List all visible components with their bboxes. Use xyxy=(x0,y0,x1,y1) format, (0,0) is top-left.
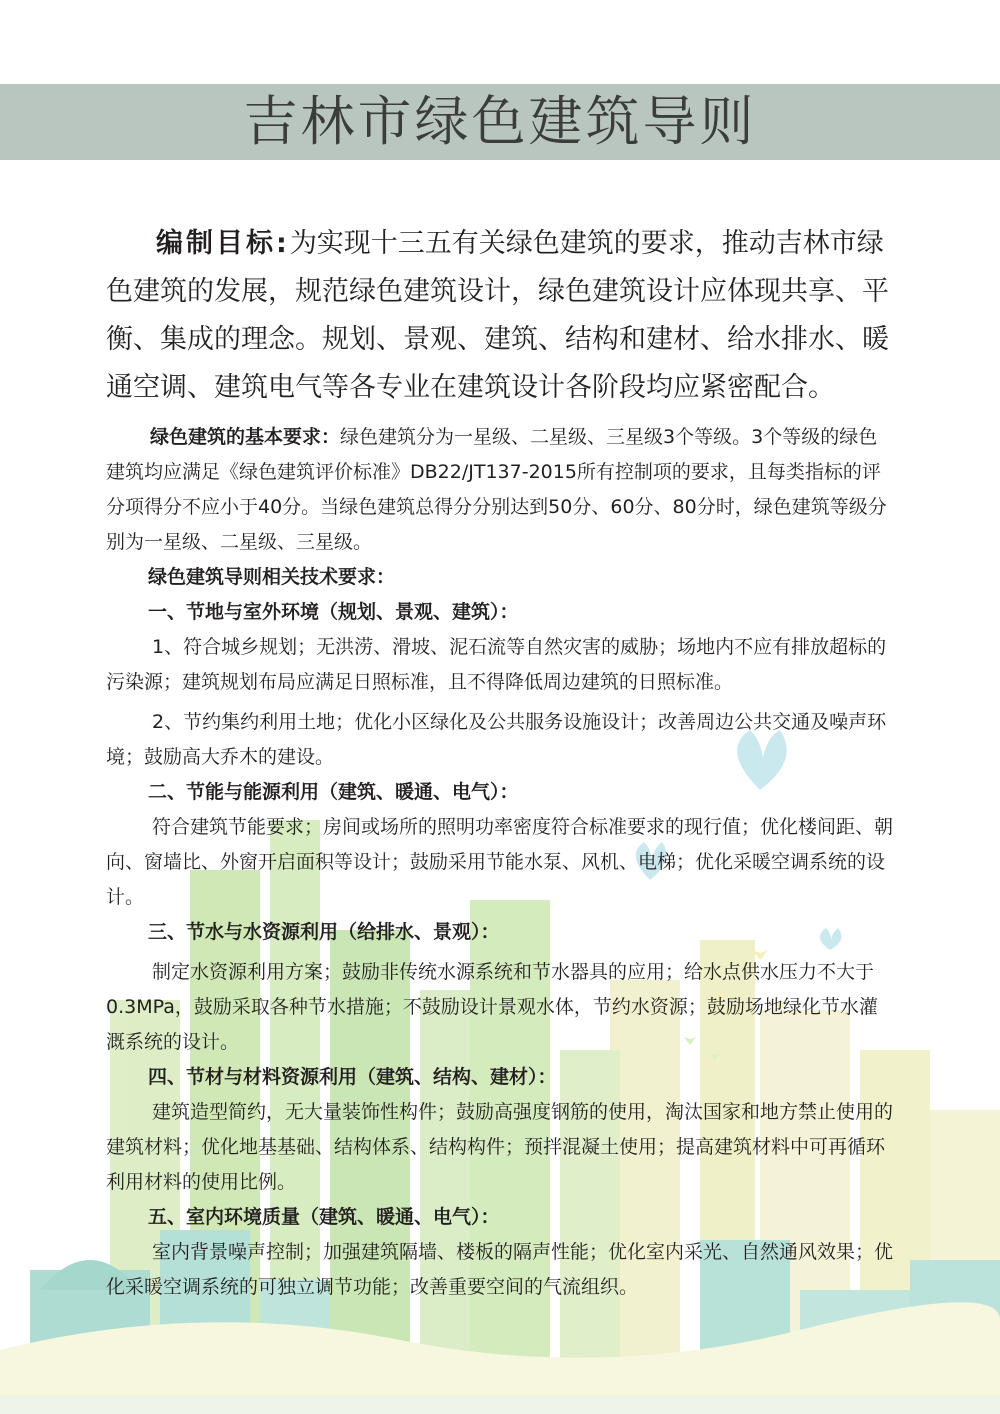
basic-requirements-paragraph xyxy=(106,420,896,560)
basic-requirements-text: 绿色建筑分为一星级、二星级、三星级3个等级。3个等级的绿色建筑均应满足《绿色建筑评价标准》DB22/JT137-2015所有控制项的要求，且每类指标的评分项得分不应小于40分。当绿色建筑总得分分别达到50分、60分、80分时，绿色建筑等级分别为一星级、二星级、三星级。 xyxy=(106,426,887,553)
section-2-heading: 二、节能与能源利用（建筑、暖通、电气）： xyxy=(148,781,519,803)
basic-requirements-lead: 绿色建筑的基本要求： xyxy=(150,426,341,448)
section-2-paragraph: 符合建筑节能要求；房间或场所的照明功率密度符合标准要求的现行值；优化楼间距、朝向、窗墙比、外窗开启面积等设计；鼓励采用节能水泵、风机、电梯；优化采暖空调系统的设计。 xyxy=(106,816,894,908)
section-4-paragraph: 建筑造型简约，无大量装饰性构件；鼓励高强度钢筋的使用，淘汰国家和地方禁止使用的建筑材料；优化地基基础、结构体系、结构构件；预拌混凝土使用；提高建筑材料中可再循环利用材料的使用比例。 xyxy=(106,1101,894,1193)
section-1-item-2: 2、节约集约利用土地；优化小区绿化及公共服务设施设计；改善周边公共交通及噪声环境；鼓励高大乔木的建设。 xyxy=(106,711,887,768)
section-4-heading: 四、节材与材料资源利用（建筑、结构、建材）： xyxy=(148,1066,557,1088)
page-title: 吉林市绿色建筑导则 xyxy=(243,90,757,153)
goal-lead: 编制目标: xyxy=(156,228,290,259)
document-body xyxy=(106,220,896,1305)
goal-paragraph xyxy=(106,220,896,412)
goal-text: 为实现十三五有关绿色建筑的要求，推动吉林市绿色建筑的发展，规范绿色建筑设计，绿色建筑设计应体现共享、平衡、集成的理念。规划、景观、建筑、结构和建材、给水排水、暖通空调、建筑电气等各专业在建筑设计各阶段均应紧密配合。 xyxy=(106,228,889,403)
section-3-paragraph: 制定水资源利用方案；鼓励非传统水源系统和节水器具的应用；给水点供水压力不大于0.3MPa，鼓励采取各种节水措施；不鼓励设计景观水体，节约水资源；鼓励场地绿化节水灌溉系统的设计。 xyxy=(106,961,878,1053)
section-3-heading: 三、节水与水资源利用（给排水、景观）： xyxy=(148,921,500,943)
section-5-paragraph: 室内背景噪声控制；加强建筑隔墙、楼板的隔声性能；优化室内采光、自然通风效果；优化采暖空调系统的可独立调节功能；改善重要空间的气流组织。 xyxy=(106,1241,894,1298)
section-1-heading: 一、节地与室外环境（规划、景观、建筑）： xyxy=(148,601,519,623)
tech-requirements-heading: 绿色建筑导则相关技术要求： xyxy=(148,566,396,588)
section-1-item-1: 1、符合城乡规划；无洪涝、滑坡、泥石流等自然灾害的威胁；场地内不应有排放超标的污染源；建筑规划布局应满足日照标准，且不得降低周边建筑的日照标准。 xyxy=(106,636,887,693)
section-5-heading: 五、室内环境质量（建筑、暖通、电气）： xyxy=(148,1206,500,1228)
